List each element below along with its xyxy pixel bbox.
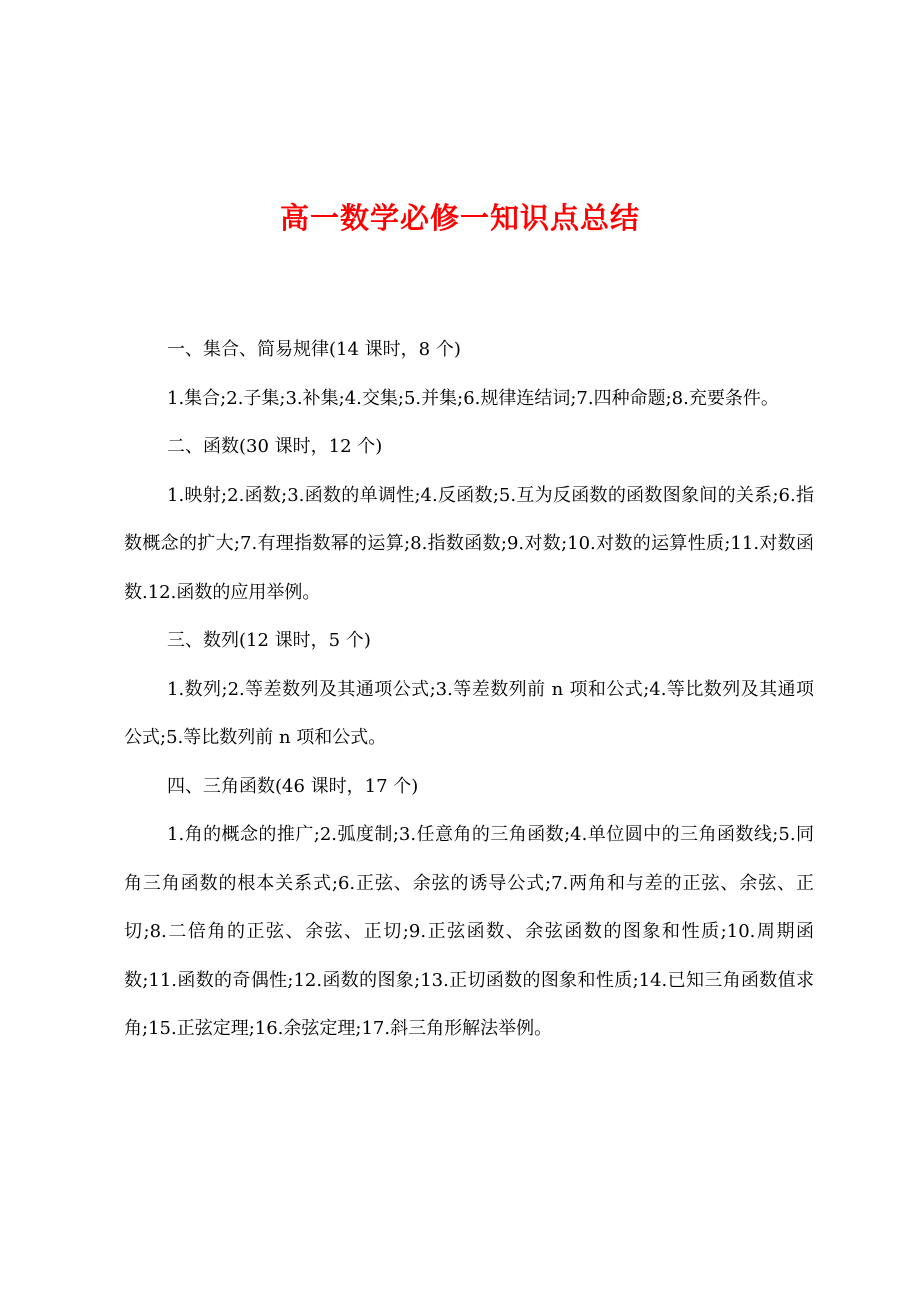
section-content-sequences: 1.数列;2.等差数列及其通项公式;3.等差数列前 n 项和公式;4.等比数列及其通项公式;5.等比数列前 n 项和公式。 [124,678,814,748]
document-title: 高一数学必修一知识点总结 [279,201,640,235]
document-body [124,326,814,1054]
section-heading-trigonometry: 四、三角函数(46 课时，17 个) [167,775,419,797]
section-heading-functions: 二、函数(30 课时，12 个) [167,436,383,457]
section-heading-sets: 一、集合、简易规律(14 课时，8 个) [167,339,461,360]
section-content-trigonometry: 1.角的概念的推广;2.弧度制;3.任意角的三角函数;4.单位圆中的三角函数线;5.同角三角函数的根本关系式;6.正弦、余弦的诱导公式;7.两角和与差的正弦、余弦、正切;8.二倍角的正弦、余弦、正切;9.正弦函数、余弦函数的图象和性质;10.周期函数;11.函数的奇偶性;12.函数的图象;13.正切函数的图象和性质;14.已知三角函数值求角;15.正弦定理;16.余弦定理;17.斜三角形解法举例。 [124,824,814,1039]
section-heading-sequences: 三、数列(12 课时，5 个) [167,630,371,651]
section-content-functions: 1.映射;2.函数;3.函数的单调性;4.反函数;5.互为反函数的函数图象间的关系;6.指数概念的扩大;7.有理指数幂的运算;8.指数函数;9.对数;10.对数的运算性质;11.对数函数.12.函数的应用举例。 [124,484,814,603]
section-content-sets: 1.集合;2.子集;3.补集;4.交集;5.并集;6.规律连结词;7.四种命题;8.充要条件。 [167,387,779,409]
